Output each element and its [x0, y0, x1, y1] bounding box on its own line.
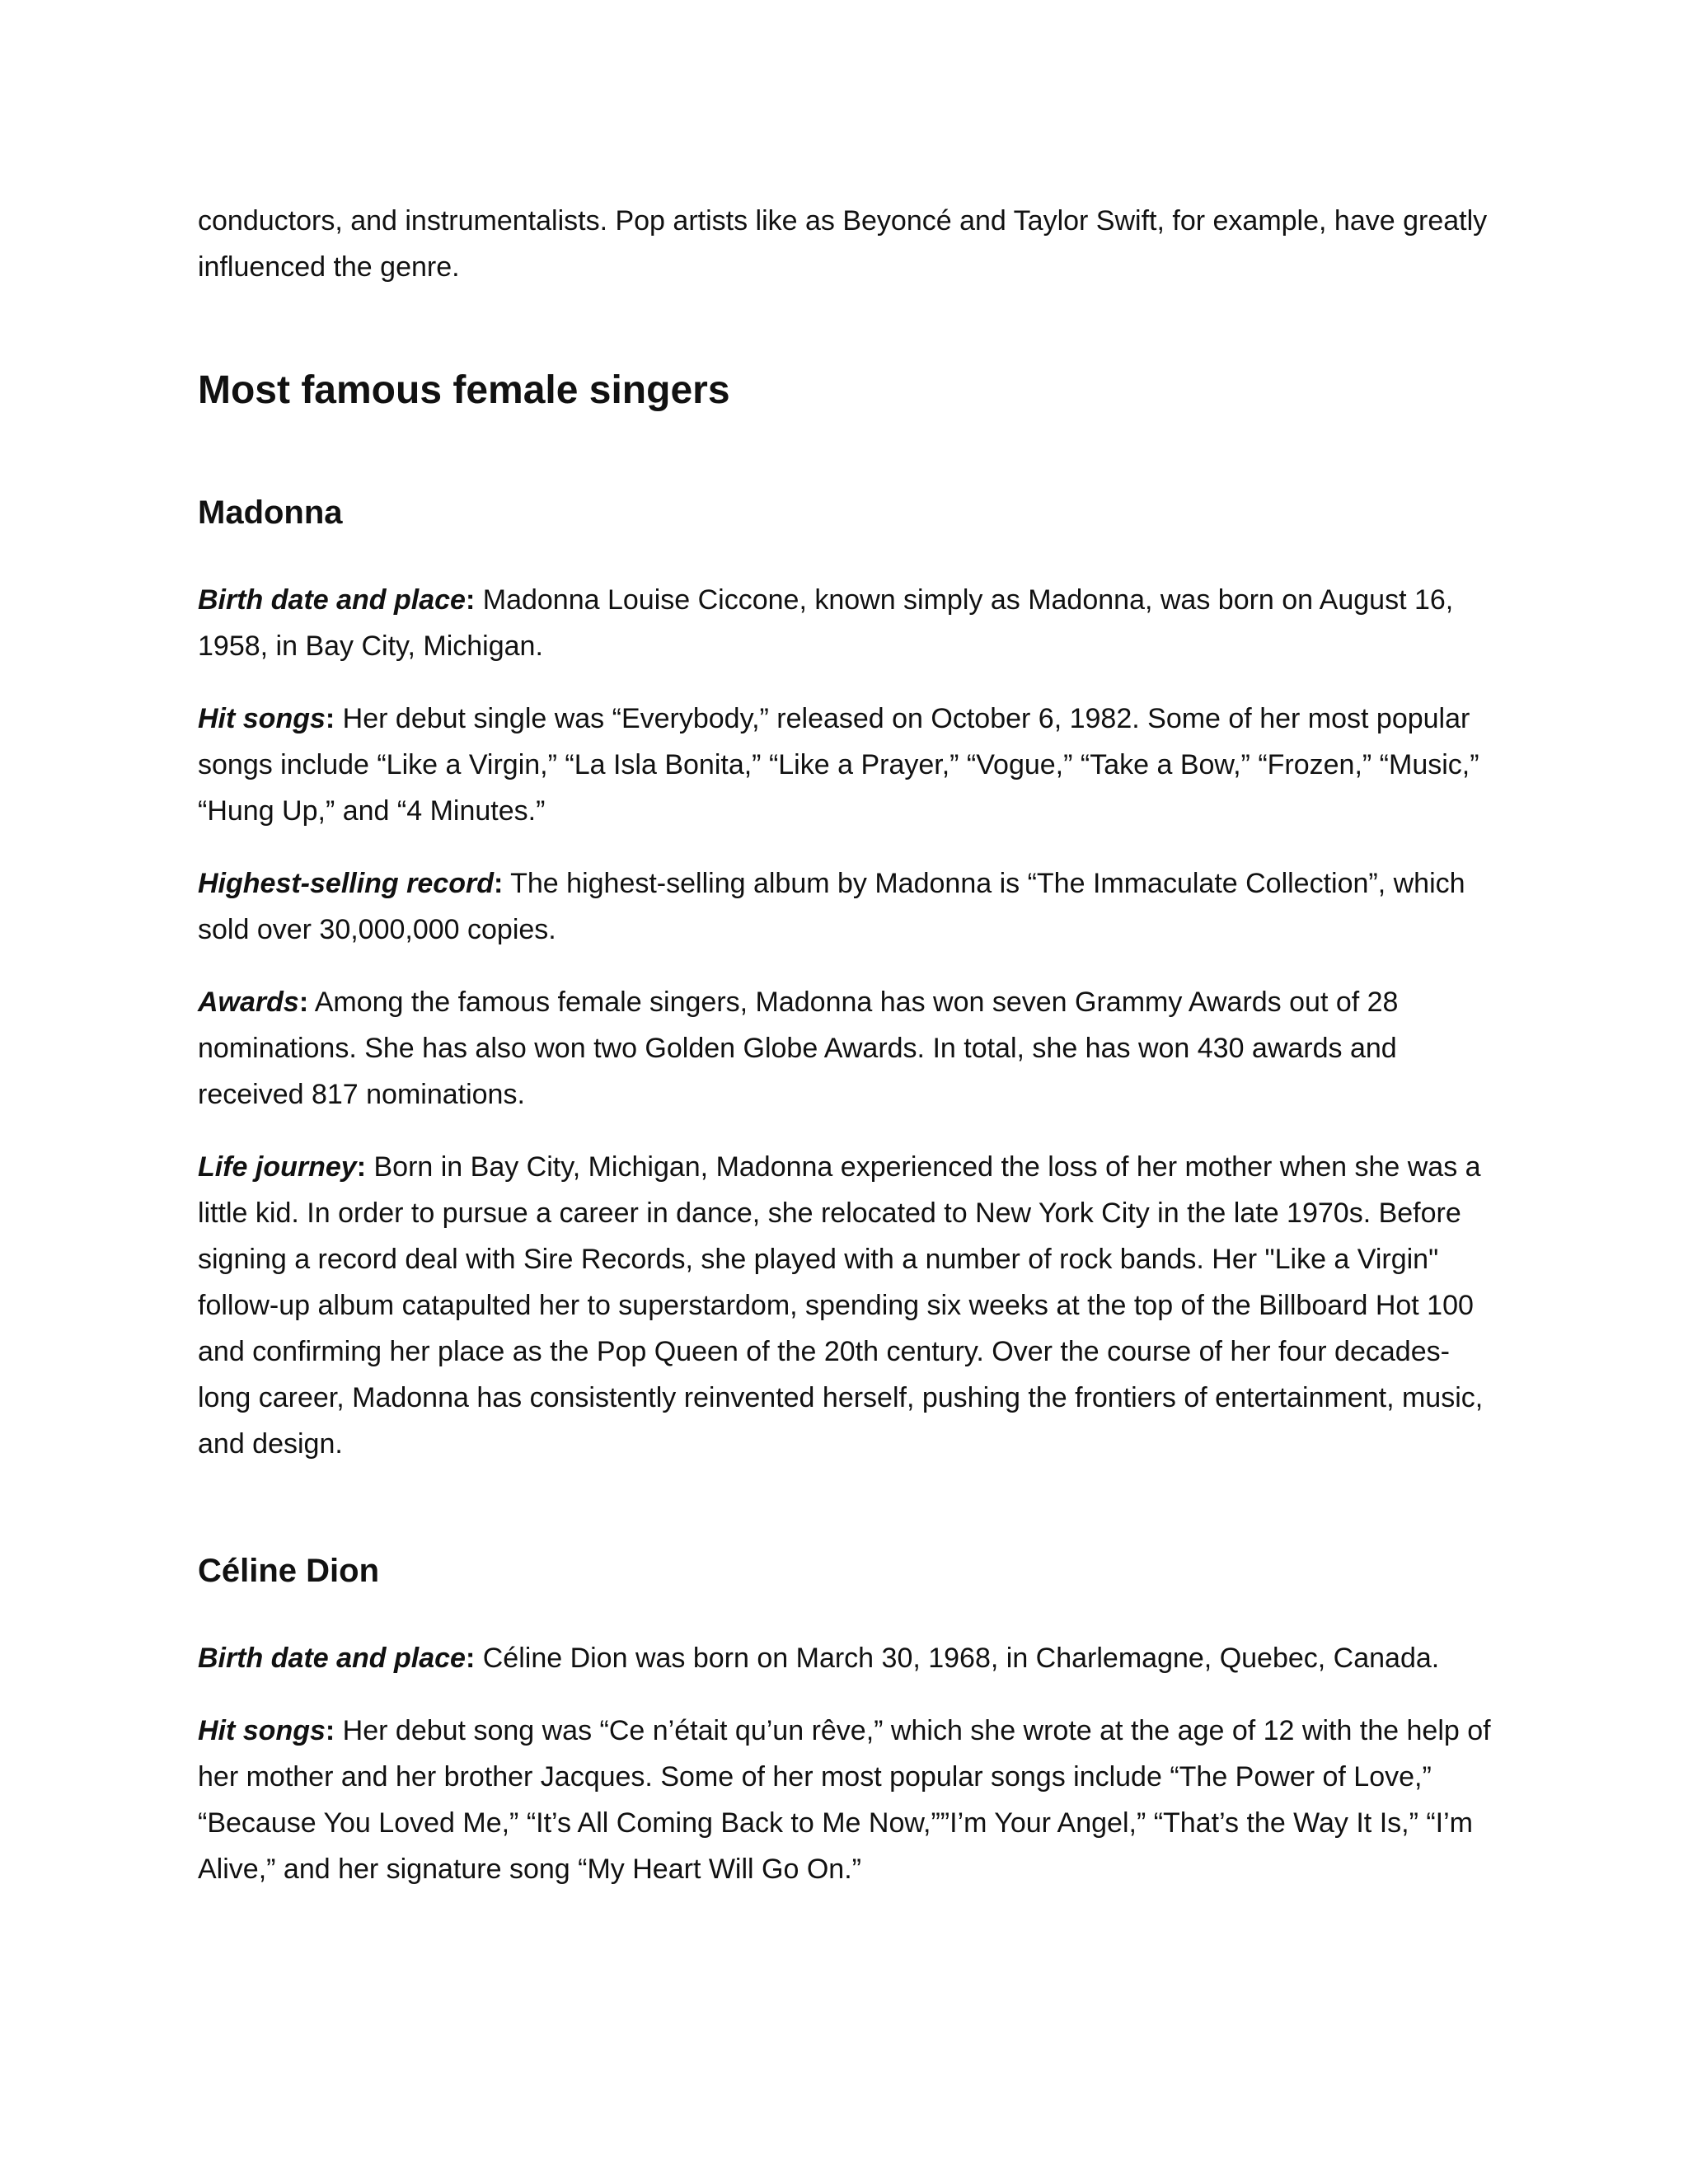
document-page [198, 198, 1492, 1919]
fact-text: Her debut song was “Ce n’était qu’un rêve,” which she wrote at the age of 12 with the help of her mother and her brother Jacques. Some of her most popular songs include “The Power of Love,” “Because You Loved Me,” “It’s All Coming Back to Me Now,””I’m Your Angel,” “That’s the Way It Is,” “I’m Alive,” and her signature song “My Heart Will Go On.” [198, 1715, 1491, 1885]
section-spacer [198, 1493, 1492, 1548]
fact-label: Birth date and place [198, 1643, 466, 1674]
fact-text: Born in Bay City, Michigan, Madonna experienced the loss of her mother when she was a little kid. In order to pursue a career in dance, she relocated to New York City in the late 1970s. Before signing a record deal with Sire Records, she played with a number of rock bands. Her "Like a Virgin" follow-up album catapulted her to superstardom, spending six weeks at the top of the Billboard Hot 100 and confirming her place as the Pop Queen of the 20th century. Over the course of her four decades-long career, Madonna has consistently reinvented herself, pushing the frontiers of entertainment, music, and design. [198, 1151, 1484, 1460]
fact-birth: Birth date and place: Madonna Louise Ciccone, known simply as Madonna, was born on August 16, 1958, in Bay City, Michigan. [198, 584, 1454, 662]
fact-label: Birth date and place [198, 584, 466, 616]
fact-hit-songs: Hit songs: Her debut single was “Everybody,” released on October 6, 1982. Some of her most popular songs include “Like a Virgin,” “La Isla Bonita,” “Like a Prayer,” “Vogue,” “Take a Bow,” “Frozen,” “Music,” “Hung Up,” and “4 Minutes.” [198, 703, 1479, 827]
fact-text: The highest-selling album by Madonna is “The Immaculate Collection”, which sold over 30,000,000 copies. [198, 868, 1465, 945]
intro-paragraph: conductors, and instrumentalists. Pop artists like as Beyoncé and Taylor Swift, for example, have greatly influenced the genre. [198, 205, 1488, 283]
fact-label: Hit songs [198, 1715, 326, 1746]
fact-awards: Awards: Among the famous female singers, Madonna has won seven Grammy Awards out of 28 nominations. She has also won two Golden Globe Awards. In total, she has won 430 awards and received 817 nominations. [198, 987, 1399, 1110]
fact-text: Her debut single was “Everybody,” released on October 6, 1982. Some of her most popular songs include “Like a Virgin,” “La Isla Bonita,” “Like a Prayer,” “Vogue,” “Take a Bow,” “Frozen,” “Music,” “Hung Up,” and “4 Minutes.” [198, 703, 1479, 827]
fact-label: Life journey [198, 1151, 357, 1183]
section-celine-dion [198, 1548, 1492, 1892]
main-heading: Most famous female singers [198, 368, 730, 412]
section-madonna [198, 490, 1492, 1467]
fact-text: Madonna Louise Ciccone, known simply as Madonna, was born on August 16, 1958, in Bay City, Michigan. [198, 584, 1454, 662]
fact-label: Hit songs [198, 703, 326, 734]
fact-hit-songs: Hit songs: Her debut song was “Ce n’était qu’un rêve,” which she wrote at the age of 12 with the help of her mother and her brother Jacques. Some of her most popular songs include “The Power of Love,” “Because You Loved Me,” “It’s All Coming Back to Me Now,””I’m Your Angel,” “That’s the Way It Is,” “I’m Alive,” and her signature song “My Heart Will Go On.” [198, 1715, 1491, 1885]
fact-birth: Birth date and place: Céline Dion was born on March 30, 1968, in Charlemagne, Quebec, Canada. [198, 1643, 1440, 1674]
fact-life-journey: Life journey: Born in Bay City, Michigan, Madonna experienced the loss of her mother when she was a little kid. In order to pursue a career in dance, she relocated to New York City in the late 1970s. Before signing a record deal with Sire Records, she played with a number of rock bands. Her "Like a Virgin" follow-up album catapulted her to superstardom, spending six weeks at the top of the Billboard Hot 100 and confirming her place as the Pop Queen of the 20th century. Over the course of her four decades-long career, Madonna has consistently reinvented herself, pushing the frontiers of entertainment, music, and design. [198, 1151, 1484, 1460]
section-title: Céline Dion [198, 1553, 380, 1589]
fact-highest-selling: Highest-selling record: The highest-selling album by Madonna is “The Immaculate Collection”, which sold over 30,000,000 copies. [198, 868, 1465, 945]
fact-text: Among the famous female singers, Madonna has won seven Grammy Awards out of 28 nominations. She has also won two Golden Globe Awards. In total, she has won 430 awards and received 817 nominations. [198, 987, 1399, 1110]
section-title: Madonna [198, 494, 343, 531]
fact-text: Céline Dion was born on March 30, 1968, in Charlemagne, Quebec, Canada. [475, 1643, 1440, 1674]
fact-label: Awards [198, 987, 299, 1018]
fact-label: Highest-selling record [198, 868, 494, 899]
